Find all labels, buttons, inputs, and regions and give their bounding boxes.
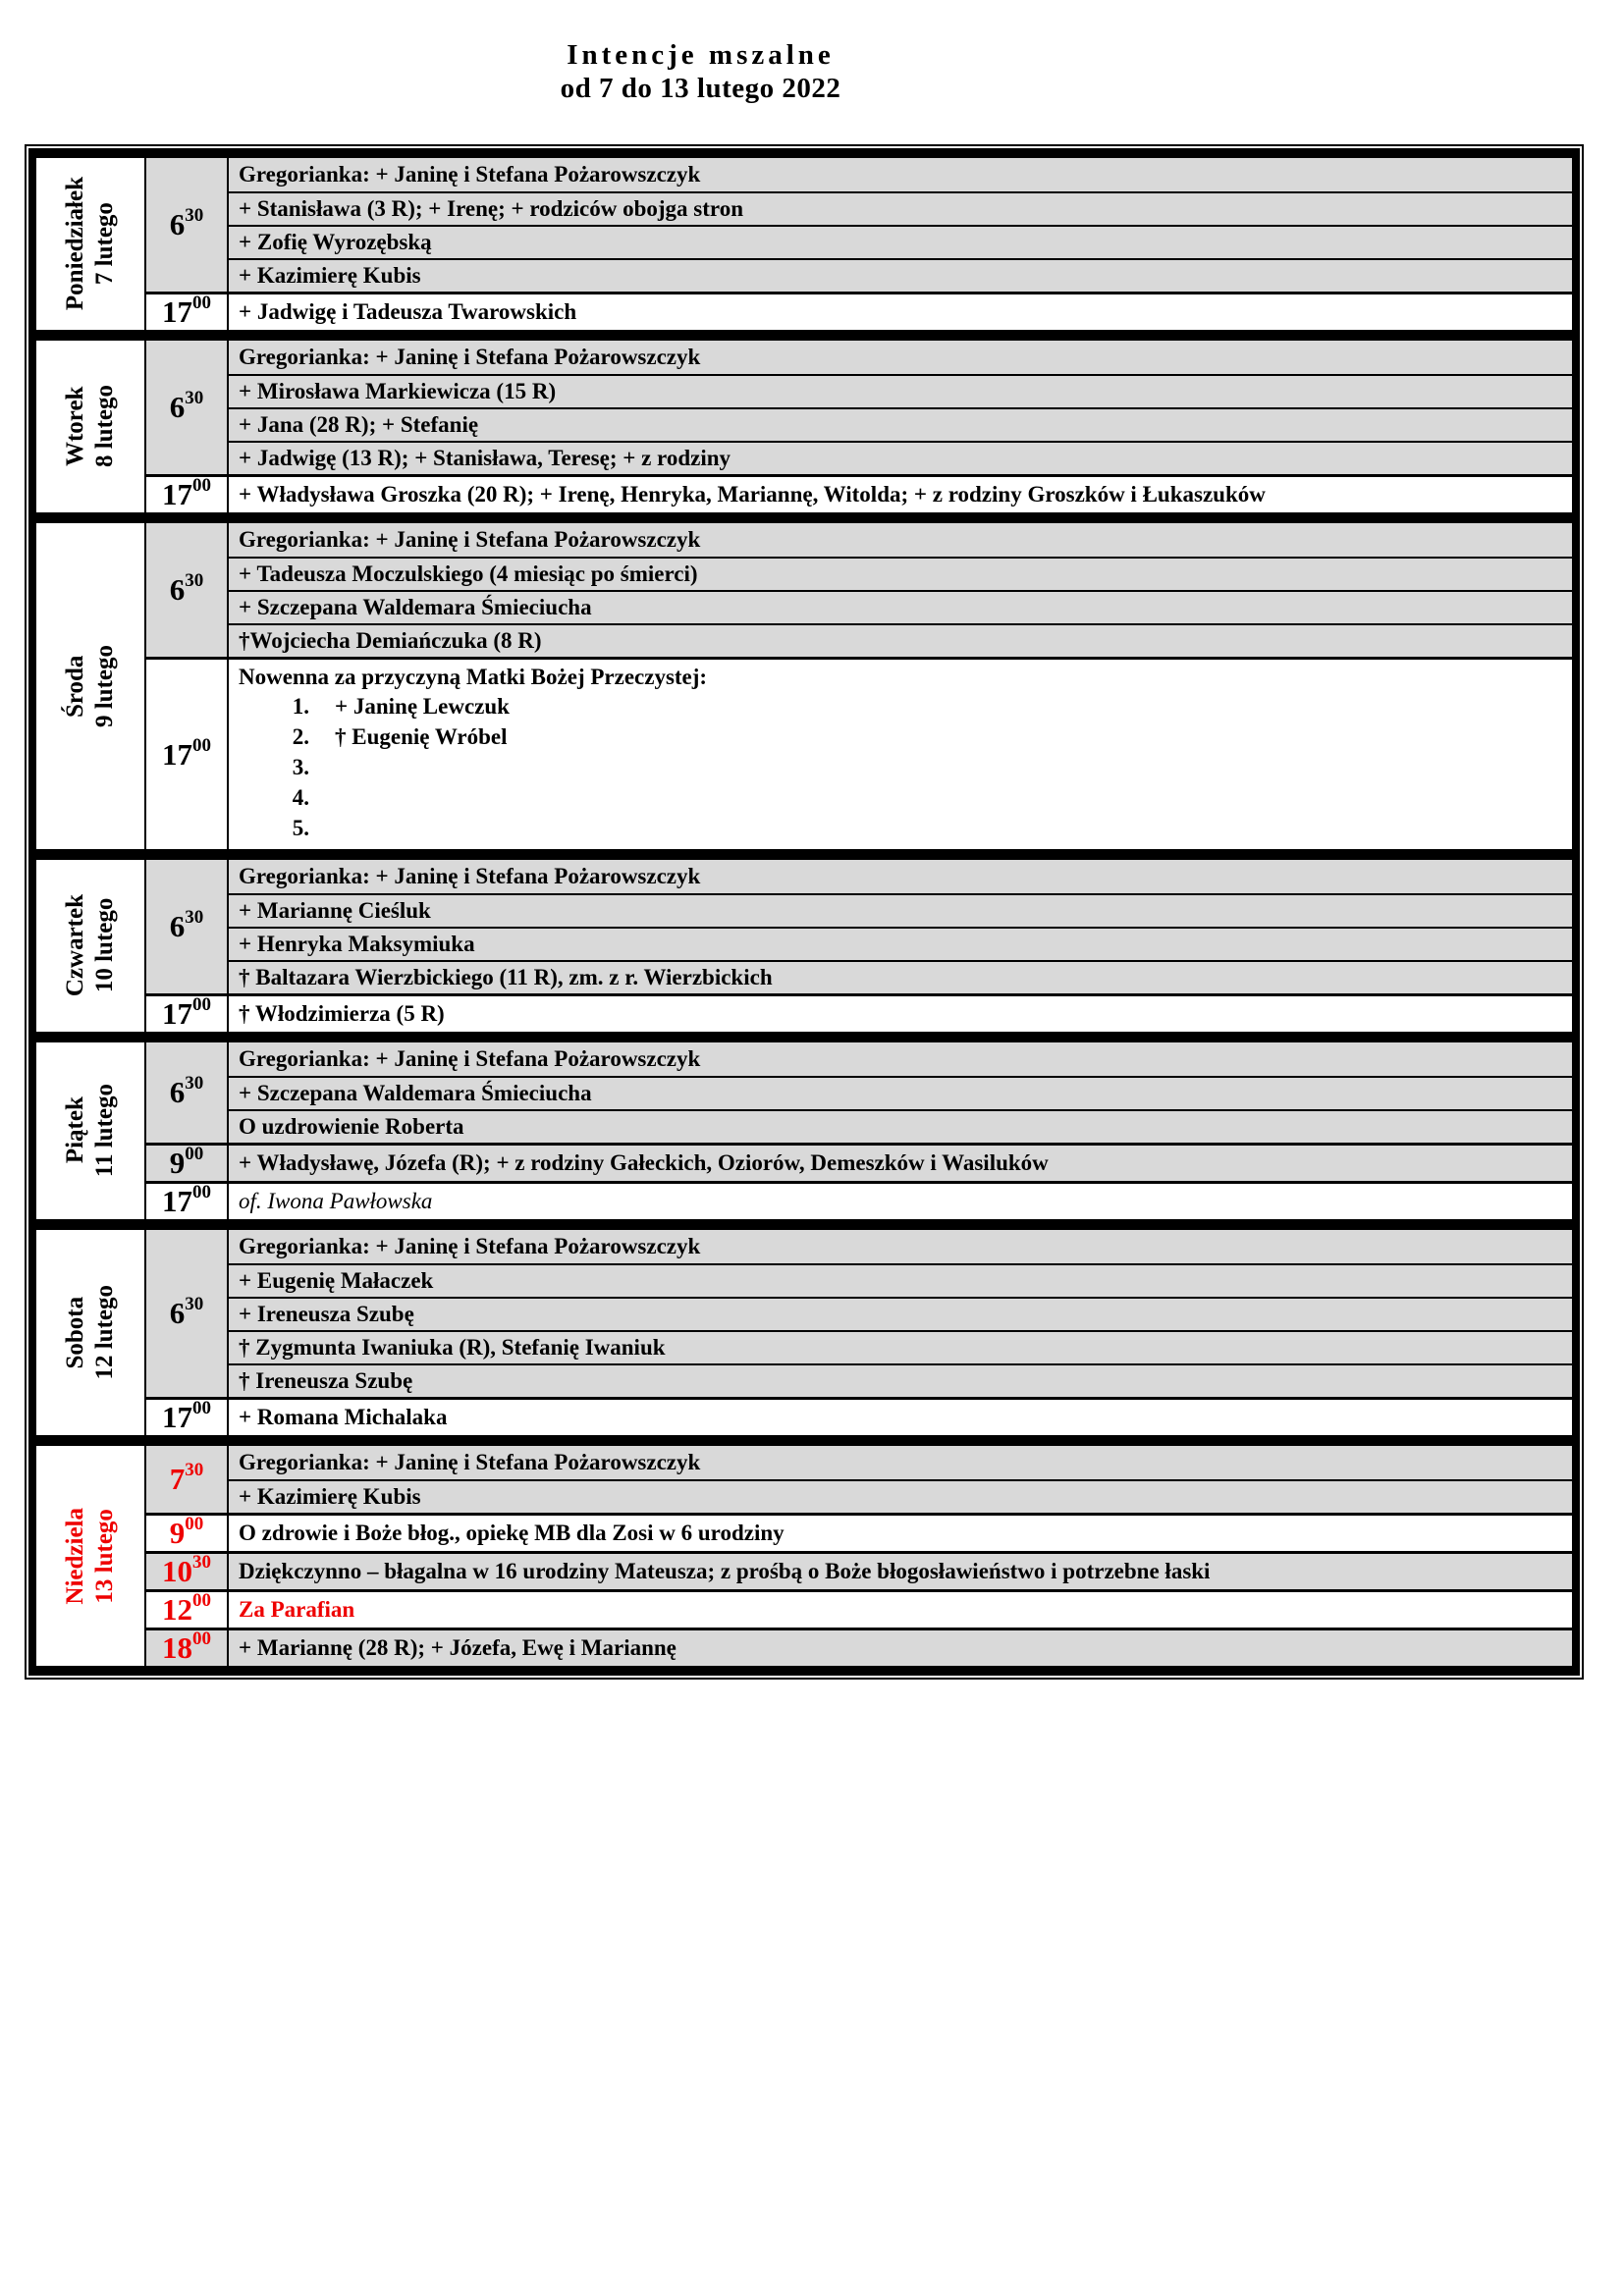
intention-cell: [229, 158, 1572, 191]
intention-cell: [229, 258, 1572, 292]
novena-item-text: † Eugenię Wróbel: [335, 724, 508, 750]
intention-cell: [229, 1297, 1572, 1330]
intention-text: + Mirosława Markiewicza (15 R): [239, 378, 557, 403]
intention-cell: [229, 374, 1572, 407]
day-cell: [36, 341, 146, 512]
day-name: Piątek: [62, 1096, 88, 1165]
day-cell: [36, 860, 146, 1032]
day-label: [61, 177, 120, 310]
intention-text: + Eugenię Małaczek: [239, 1267, 434, 1293]
day-name: Wtorek: [62, 386, 88, 467]
intention-cell: [229, 1397, 1572, 1435]
intention-text: + Władysława Groszka (20 R); + Irenę, Henryka, Mariannę, Witolda; + z rodziny Groszków i Łukaszuków: [239, 481, 1266, 507]
intention-text: + Tadeusza Moczulskiego (4 miesiąc po śmierci): [239, 561, 698, 586]
time-hour: 10: [162, 1554, 192, 1588]
intention-cell: [229, 1143, 1572, 1181]
day-date: 12 lutego: [91, 1285, 118, 1380]
time-hour: 17: [162, 736, 192, 772]
time-hour: 9: [169, 1516, 186, 1550]
intention-cell: [229, 441, 1572, 474]
day-date: 11 lutego: [91, 1084, 118, 1178]
intention-text: + Ireneusza Szubę: [239, 1301, 414, 1326]
time-hour: 17: [162, 1184, 192, 1218]
novena-item: [239, 753, 1562, 783]
time-cell: 6 $^{30}$: [146, 1230, 229, 1397]
intention-text: Gregorianka: + Janinę i Stefana Pożarowszczyk: [239, 344, 701, 369]
time-hour: 6: [169, 207, 186, 241]
day-block-wtorek: [36, 341, 1572, 512]
day-name: Niedziela: [62, 1507, 88, 1605]
intention-text: + Mariannę (28 R); + Józefa, Ewę i Mariannę: [239, 1634, 677, 1660]
time-cell: 17 $^{00}$: [146, 993, 229, 1032]
intention-text: † Ireneusza Szubę: [239, 1367, 413, 1393]
time-cell: 7 $^{30}$: [146, 1446, 229, 1513]
day-date: 7 lutego: [91, 202, 118, 286]
intention-cell: [229, 1479, 1572, 1513]
intention-text: + Stanisława (3 R); + Irenę; + rodziców obojga stron: [239, 195, 743, 221]
day-name: Środa: [62, 655, 88, 718]
novena-item-number: 2.: [292, 724, 309, 750]
intention-cell: [229, 860, 1572, 893]
intention-text: Dziękczynno – błagalna w 16 urodziny Mateusza; z prośbą o Boże błogosławieństwo i potrzebne łaski: [239, 1558, 1211, 1583]
intention-cell: [229, 993, 1572, 1032]
time-cell: 6 $^{30}$: [146, 1042, 229, 1143]
intention-text: + Jadwigę i Tadeusza Twarowskich: [239, 298, 577, 324]
time-hour: 17: [162, 996, 192, 1031]
day-name: Sobota: [62, 1296, 88, 1369]
day-block-czwartek: [36, 860, 1572, 1032]
day-block-sroda: [36, 523, 1572, 849]
day-name: Czwartek: [62, 894, 88, 997]
time-hour: 7: [169, 1462, 186, 1496]
time-hour: 6: [169, 909, 186, 943]
intention-text: + Jadwigę (13 R); + Stanisława, Teresę; + z rodziny: [239, 445, 731, 470]
novena-item-number: 4.: [292, 785, 309, 811]
time-cell: 17 $^{00}$: [146, 657, 229, 849]
time-hour: 18: [162, 1630, 192, 1665]
day-date: 9 lutego: [91, 644, 118, 728]
novena-heading: Nowenna za przyczyną Matki Bożej Przeczystej:: [239, 664, 708, 689]
day-cell: [36, 1230, 146, 1435]
intention-text: + Mariannę Cieśluk: [239, 897, 431, 923]
novena-item: [239, 814, 1562, 844]
intention-cell: [229, 1230, 1572, 1263]
day-label: [61, 894, 120, 996]
day-block-niedziela: [36, 1446, 1572, 1666]
intention-text: Gregorianka: + Janinę i Stefana Pożarowszczyk: [239, 526, 701, 552]
intention-cell: [229, 1263, 1572, 1297]
novena-item-number: 5.: [292, 816, 309, 841]
day-label: [61, 385, 120, 467]
day-block-piatek: [36, 1042, 1572, 1219]
time-cell: 6 $^{30}$: [146, 158, 229, 292]
intention-text: + Kazimierę Kubis: [239, 262, 421, 288]
day-cell: [36, 523, 146, 849]
intention-text: †Wojciecha Demiańczuka (8 R): [239, 627, 542, 653]
intention-text: † Włodzimierza (5 R): [239, 1000, 445, 1026]
intention-text: Za Parafian: [239, 1596, 355, 1622]
intention-text: O zdrowie i Boże błog., opiekę MB dla Zosi w 6 urodziny: [239, 1520, 785, 1545]
intention-text: + Henryka Maksymiuka: [239, 931, 475, 956]
novena-item: [239, 722, 1562, 753]
time-cell: 6 $^{30}$: [146, 341, 229, 474]
time-hour: 9: [169, 1146, 186, 1180]
novena-item-number: 3.: [292, 755, 309, 780]
time-hour: 12: [162, 1592, 192, 1627]
day-date: 13 lutego: [91, 1508, 118, 1604]
time-cell: 17 $^{00}$: [146, 474, 229, 512]
day-date: 8 lutego: [91, 385, 118, 468]
novena-item: [239, 783, 1562, 814]
intention-cell: [229, 1628, 1572, 1666]
time-hour: 6: [169, 572, 186, 607]
day-label: [61, 1285, 120, 1380]
page-header: [0, 39, 1401, 105]
intention-cell: [229, 1109, 1572, 1143]
novena-item-number: 1.: [292, 694, 309, 720]
intention-text: of. Iwona Pawłowska: [239, 1188, 433, 1213]
day-label: [61, 1084, 120, 1177]
intention-cell: [229, 623, 1572, 657]
intention-text: Gregorianka: + Janinę i Stefana Pożarowszczyk: [239, 161, 701, 187]
time-cell: 9 $^{00}$: [146, 1513, 229, 1551]
intention-cell: [229, 590, 1572, 623]
intention-text: + Władysławę, Józefa (R); + z rodziny Gałeckich, Oziorów, Demeszków i Wasiluków: [239, 1149, 1049, 1175]
intention-text: Gregorianka: + Janinę i Stefana Pożarowszczyk: [239, 1045, 701, 1071]
intention-text: + Kazimierę Kubis: [239, 1483, 421, 1509]
intention-cell: [229, 960, 1572, 993]
day-name: Poniedziałek: [62, 177, 88, 311]
intention-cell: [229, 1330, 1572, 1363]
intention-cell: [229, 927, 1572, 960]
day-block-poniedzialek: [36, 158, 1572, 330]
intention-cell: [229, 523, 1572, 557]
intention-cell: [229, 1551, 1572, 1589]
schedule-body: [28, 148, 1580, 1676]
novena-item: [239, 692, 1562, 722]
intention-cell: [229, 292, 1572, 330]
intention-cell: [229, 893, 1572, 927]
day-block-sobota: [36, 1230, 1572, 1435]
intention-text: + Romana Michalaka: [239, 1404, 448, 1429]
mass-intentions-table: [25, 144, 1584, 1680]
intention-cell: [229, 1589, 1572, 1628]
page-title: Intencje mszalne: [567, 39, 835, 71]
intention-cell: [229, 225, 1572, 258]
intention-text: + Szczepana Waldemara Śmieciucha: [239, 1080, 592, 1105]
time-cell: 17 $^{00}$: [146, 1181, 229, 1219]
intention-cell: [229, 1363, 1572, 1397]
time-hour: 17: [162, 477, 192, 511]
intention-cell: [229, 1042, 1572, 1076]
day-label: [61, 645, 120, 727]
intention-text: Gregorianka: + Janinę i Stefana Pożarowszczyk: [239, 1449, 701, 1474]
time-cell: 9 $^{00}$: [146, 1143, 229, 1181]
time-cell: 18 $^{00}$: [146, 1628, 229, 1666]
time-cell: 6 $^{30}$: [146, 860, 229, 993]
intention-cell: [229, 191, 1572, 225]
day-label: [61, 1508, 120, 1605]
intention-cell: [229, 1446, 1572, 1479]
day-cell: [36, 1042, 146, 1219]
intention-cell: [229, 1513, 1572, 1551]
page-subtitle: od 7 do 13 lutego 2022: [560, 73, 841, 104]
time-cell: 17 $^{00}$: [146, 292, 229, 330]
intention-cell: [229, 341, 1572, 374]
time-hour: 6: [169, 1075, 186, 1109]
intention-text: † Zygmunta Iwaniuka (R), Stefanię Iwaniuk: [239, 1334, 666, 1360]
intention-cell: [229, 657, 1572, 849]
intention-cell: [229, 557, 1572, 590]
intention-cell: [229, 1181, 1572, 1219]
day-cell: [36, 158, 146, 330]
time-cell: 10 $^{30}$: [146, 1551, 229, 1589]
time-hour: 6: [169, 1296, 186, 1330]
intention-text: + Zofię Wyrozębską: [239, 229, 432, 254]
novena-item-text: + Janinę Lewczuk: [335, 694, 510, 720]
time-cell: 12 $^{00}$: [146, 1589, 229, 1628]
intention-text: + Szczepana Waldemara Śmieciucha: [239, 594, 592, 619]
day-cell: [36, 1446, 146, 1666]
intention-text: + Jana (28 R); + Stefanię: [239, 411, 479, 437]
intention-cell: [229, 474, 1572, 512]
day-date: 10 lutego: [91, 898, 118, 993]
intention-text: Gregorianka: + Janinę i Stefana Pożarowszczyk: [239, 1233, 701, 1258]
intention-text: † Baltazara Wierzbickiego (11 R), zm. z r. Wierzbickich: [239, 964, 773, 989]
time-cell: 17 $^{00}$: [146, 1397, 229, 1435]
intention-text: Gregorianka: + Janinę i Stefana Pożarowszczyk: [239, 863, 701, 888]
time-hour: 17: [162, 1400, 192, 1434]
time-hour: 17: [162, 294, 192, 329]
intention-text: O uzdrowienie Roberta: [239, 1113, 464, 1139]
time-cell: 6 $^{30}$: [146, 523, 229, 657]
intention-cell: [229, 407, 1572, 441]
intention-cell: [229, 1076, 1572, 1109]
time-hour: 6: [169, 390, 186, 424]
